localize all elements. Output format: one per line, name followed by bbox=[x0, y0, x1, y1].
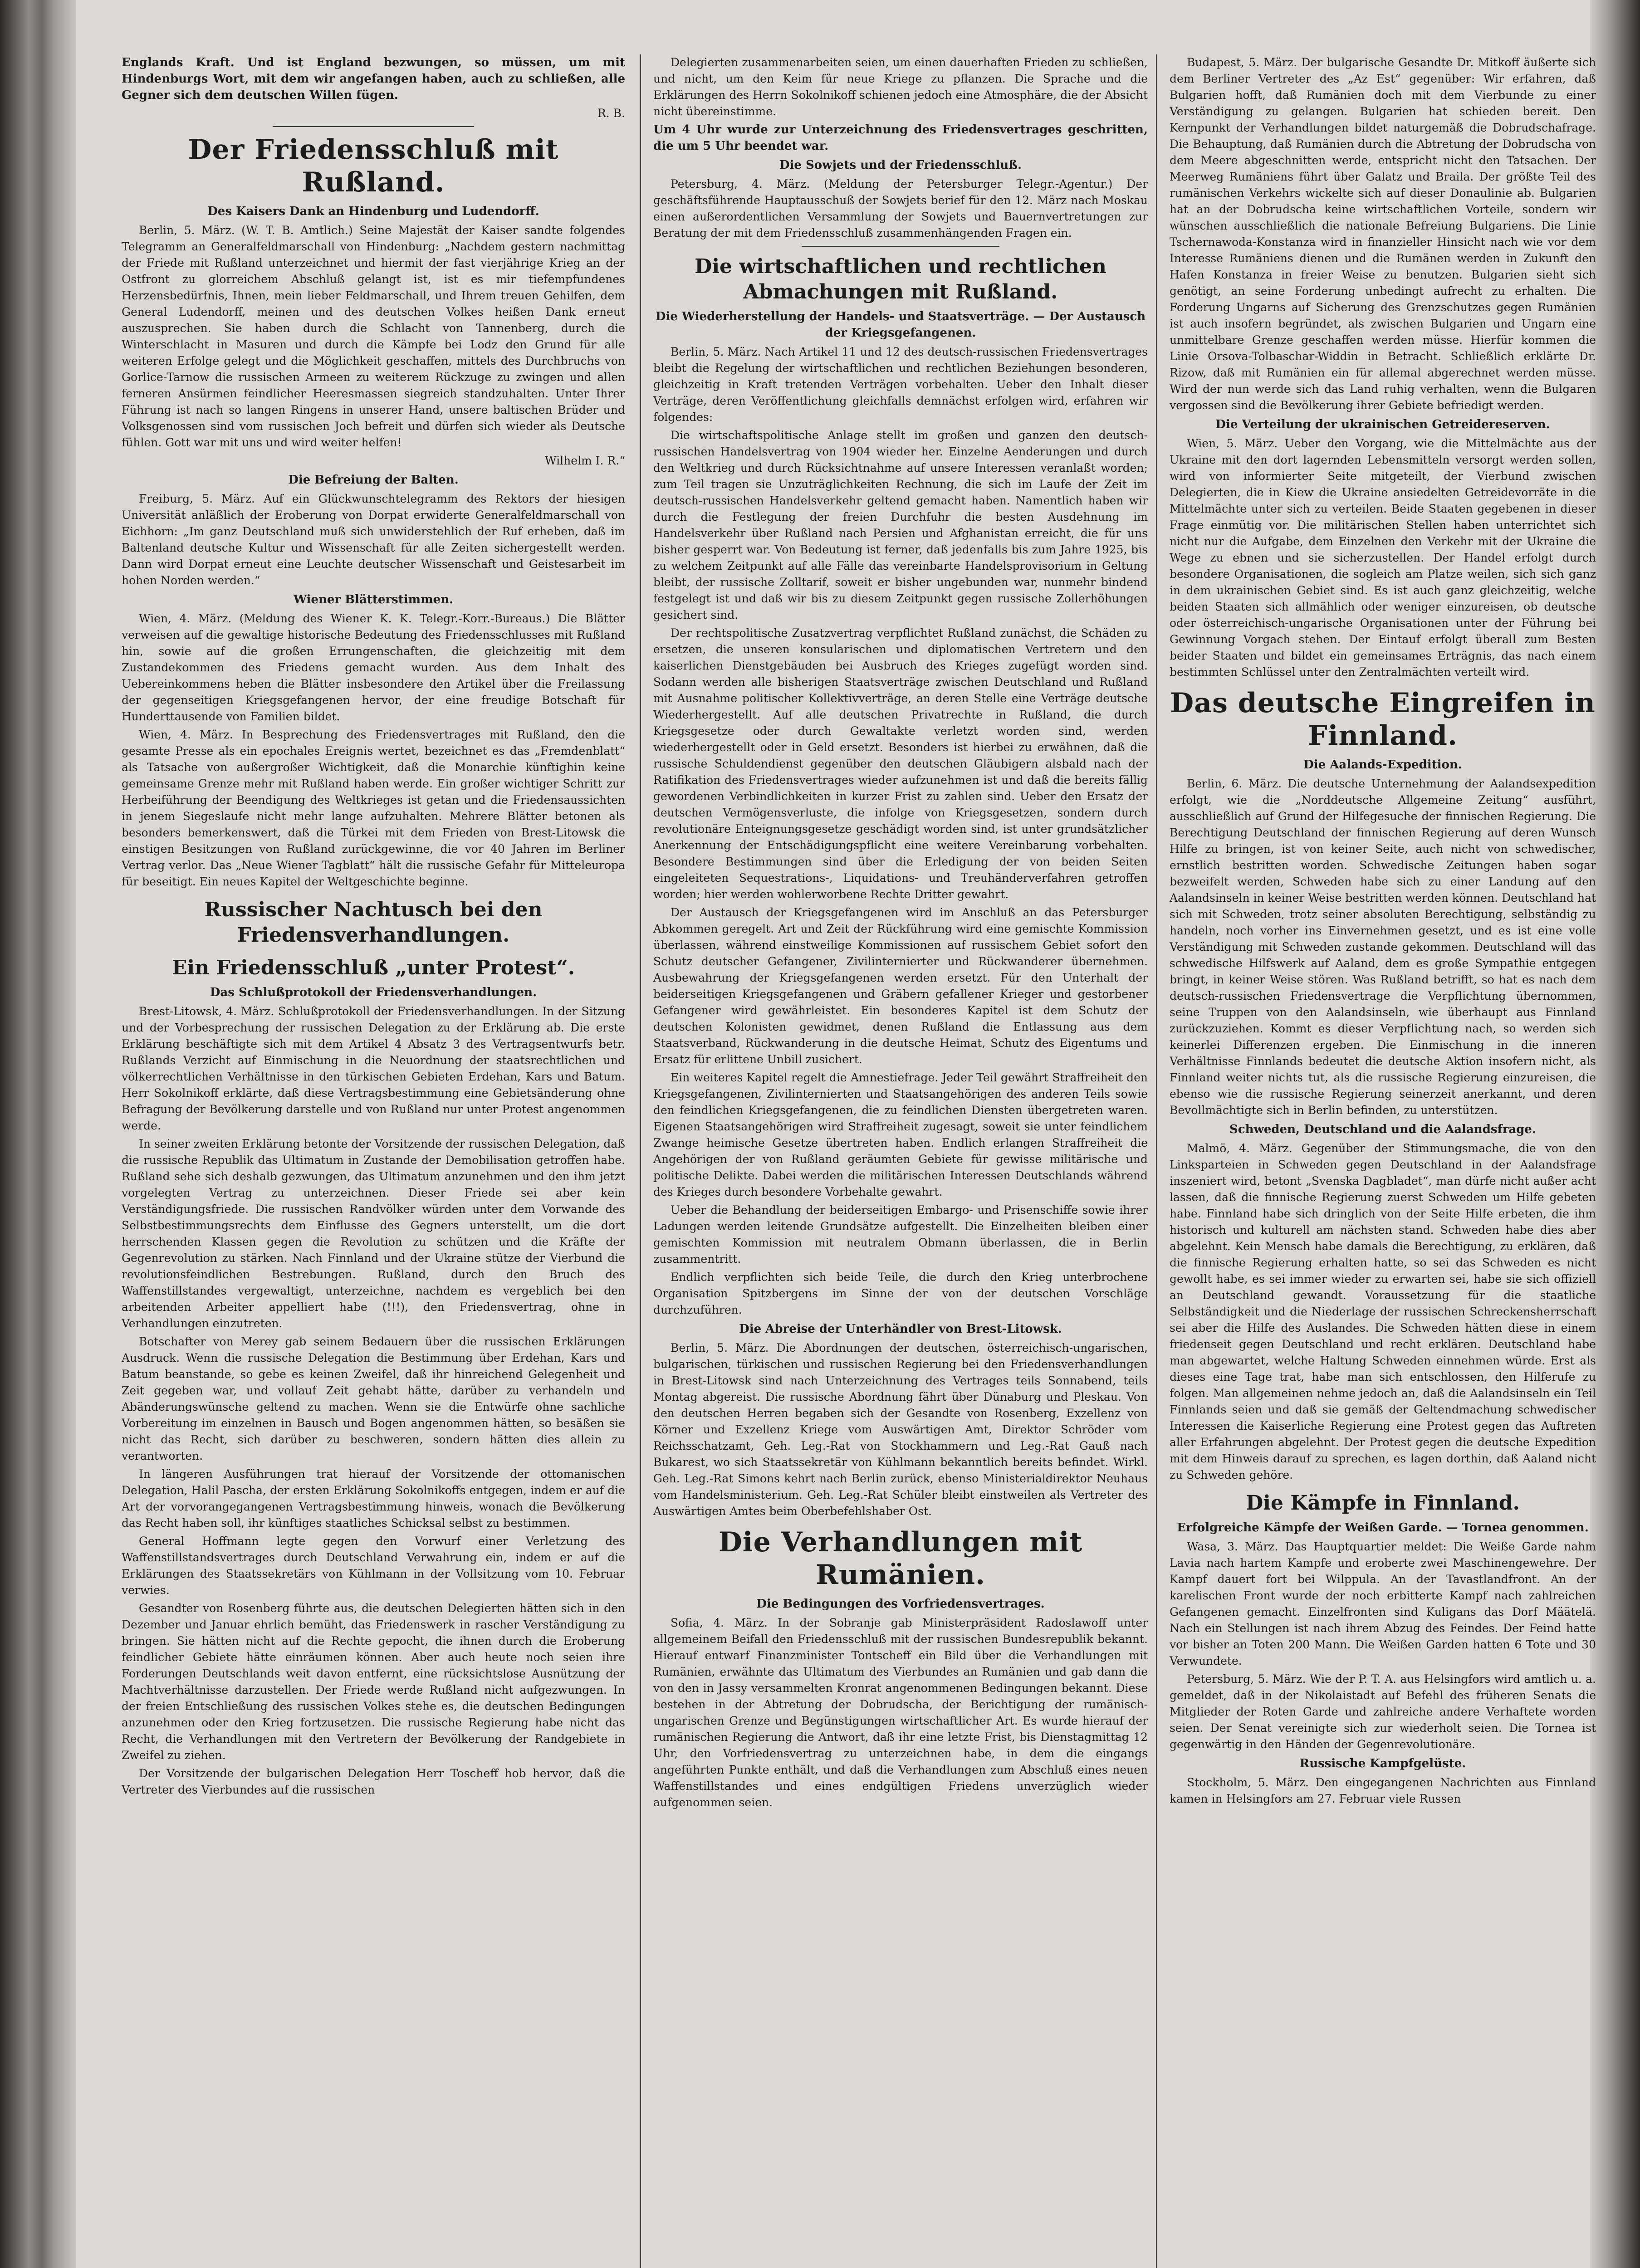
subheading: Die Sowjets und der Friedensschluß. bbox=[779, 158, 1022, 172]
article-paragraph: Endlich verpflichten sich beide Teile, die durch den Krieg unterbrochene Organisation Spitzbergens im Sinne der von der deutschen Vorschläge durchzuführen. bbox=[653, 1271, 1148, 1316]
article-paragraph: In seiner zweiten Erklärung betonte der Vorsitzende der russischen Delegation, daß die russische Republik das Ultimatum in Zustande der Demobilisation getroffen habe. Rußland sehe sich deshalb gezwungen, das Ultimatum anzunehmen und den ihm jetzt vorgelegten Vertrag zu unterzeichnen. Dieser Friede sei aber kein Verständigungsfriede. Die russischen Randvölker würden unter dem Vorwande des Selbstbestimmungsrechts dem Einflusse des Gegners unterstellt, um die dort herrschenden Klassen gegen die Revolution zu schützen und die Kräfte der Gegenrevolution zu stärken. Nach Finnland und der Ukraine stütze der Vierbund die revolutionsfeindlichen Bestrebungen. Rußland, durch den Bruch des Waffenstillstandes vergewaltigt, unterzeichne, nachdem es vergeblich bei den arbeitenden Arbeiter appelliert habe (!!!), den Friedensvertrag, ohne in Verhandlungen einzutreten. bbox=[122, 1137, 625, 1330]
article-paragraph-bold: Um 4 Uhr wurde zur Unterzeichnung des Friedensvertrages geschritten, die um 5 Uhr beendet war. bbox=[653, 123, 1148, 153]
column-2 bbox=[653, 54, 1148, 2268]
subheading: Die Bedingungen des Vorfriedensvertrages. bbox=[756, 1597, 1045, 1611]
article-paragraph: Die wirtschaftspolitische Anlage stellt im großen und ganzen den deutsch-russischen Handelsvertrag von 1904 wieder her. Einzelne Aenderungen und durch den Weltkrieg und durch Rücksichtnahme auf unsere Interessen veranlaßt worden; zum Teil tragen sie Unzuträglichkeiten Rechnung, die sich im Laufe der Zeit im deutsch-russischen Handelsverkehr geltend gemacht haben. Namentlich haben wir durch die Festlegung der freien Durchfuhr die besten Ausdehnung im Handelsverkehr über Rußland nach Persien und Afghanistan erreicht, die für uns bisher gesperrt war. Von Bedeutung ist ferner, daß jedenfalls bis zum Jahre 1925, bis zu welchem Zeitpunkt auf alle Fälle das vereinbarte Handelsprovisorium in Geltung bleibt, der russische Zolltarif, soweit er bisher ungebunden war, nunmehr bindend festgelegt ist und daß wir bis zu diesem Zeitpunkt gegen russische Zollerhöhungen gesichert sind. bbox=[653, 429, 1148, 621]
headline-fights-finland: Die Kämpfe in Finnland. bbox=[1246, 1491, 1520, 1515]
article-paragraph: Brest-Litowsk, 4. März. Schlußprotokoll der Friedensverhandlungen. In der Sitzung und der Vorbesprechung der russischen Delegation zu der Erklärung ab. Die erste Erklärung beschäftigte sich mit dem Artikel 4 Absatz 3 des Vertragsentwurfs betr. Rußlands Verzicht auf Einmischung in die Neuordnung der staatsrechtlichen und völkerrechtlichen Verhältnisse in den türkischen Gebieten Erdehan, Kars und Batum. Herr Sokolnikoff erklärte, daß diese Vertragsbestimmung eine Gebietsänderung ohne Befragung der Bevölkerung darstelle und von Rußland nur unter Protest angenommen werde. bbox=[122, 1005, 625, 1132]
subheading: Schweden, Deutschland und die Aalandsfrage. bbox=[1229, 1123, 1537, 1136]
article-paragraph: Berlin, 5. März. (W. T. B. Amtlich.) Seine Majestät der Kaiser sandte folgendes Telegramm an Generalfeldmarschall von Hindenburg: „Nachdem gestern nachmittag der Friede mit Rußland unterzeichnet und hiermit der fast vierjährige Krieg an der Ostfront zu glorreichem Abschluß gelangt ist, ist es mir tiefempfundenes Herzensbedürfnis, Ihnen, mein lieber Feldmarschall, und Ihrem treuen Gehilfen, dem General Ludendorff, meinen und des deutschen Volkes heißen Dank erneut auszusprechen. Sie haben durch die Schlacht von Tannenberg, durch die Winterschlacht in Masuren und durch die Kämpfe bei Lodz den Grund für alle weiteren Erfolge gelegt und die Möglichkeit geschaffen, mittels des Durchbruchs von Gorlice-Tarnow die russischen Armeen zu weiterem Rückzuge zu zwingen und allen ferneren Ansürmen feindlicher Heeresmassen siegreich standzuhalten. Unter Ihrer Führung ist nach so langen Ringens in unserer Hand, unsere baltischen Brüder und Volksgenossen sind vom russischen Joch befreit und dürfen sich wieder als Deutsche fühlen. Gott war mit uns und wird weiter helfen! bbox=[122, 224, 625, 449]
subheading: Die Abreise der Unterhändler von Brest-Litowsk. bbox=[739, 1322, 1062, 1336]
article-paragraph: Berlin, 6. März. Die deutsche Unternehmung der Aalandsexpedition erfolgt, wie die „Norddeutsche Allgemeine Zeitung“ ausführt, ausschließlich auf Grund der Hilfegesuche der finnischen Regierung. Die Berechtigung Deutschland der finnischen Regierung auf deren Wunsch Hilfe zu bringen, ist von keiner Seite, auch nicht von schwedischer, ernstlich bestritten worden. Schwedische Zeitungen haben sogar bezweifelt werden, Schweden habe sich zu einer Landung auf den Aalandsinseln in keiner Weise bestritten werden können. Deutschland hat sich mit Schweden, trotz seiner absoluten Berechtigung, selbständig zu handeln, noch vorher ins Einvernehmen gesetzt, und es ist eine volle Verständigung mit Schweden zustande gekommen. Deutschland will das schwedische Hilfswerk auf Aaland, dem es große Sympathie entgegen bringt, in keiner Weise stören. Was Rußland betrifft, so hat es nach dem deutsch-russischen Friedensvertrage die Verpflichtung übernommen, seine Truppen von den Aalandsinseln, wie überhaupt aus Finnland zurückzuziehen. Kommt es dieser Verpflichtung nach, so werden sich keinerlei Differenzen ergeben. Die Einmischung in die inneren Verhältnisse Finnlands bedeutet die deutsche Aktion insofern nicht, als Finnland weiter nichts tut, als die russische Regierung einzureisen, die ebenso wie die russische Regierung seinerzeit anerkannt, und deren Bevollmächtigte sich in Berlin befinden, zu unterstützen. bbox=[1170, 777, 1596, 1117]
article-paragraph: Delegierten zusammenarbeiten seien, um einen dauerhaften Frieden zu schließen, und nicht, um den Keim für neue Kriege zu pflanzen. Die Sprache und die Erklärungen des Herrn Sokolnikoff schienen jedoch eine Atmosphäre, die der Absicht nicht übereinstimme. bbox=[653, 56, 1148, 118]
column-rule-1 bbox=[640, 54, 641, 2268]
article-paragraph: Petersburg, 5. März. Wie der P. T. A. aus Helsingfors wird amtlich u. a. gemeldet, daß in der Nikolaistadt auf Befehl des früheren Senats die Mitglieder der Roten Garde und zahlreiche andere Verhaftete worden seien. Der Senat vereinigte sich zur wiederholt seien. Die Tornea ist gegenwärtig in den Händen der Gegenrevolutionäre. bbox=[1170, 1672, 1596, 1751]
article-paragraph: Berlin, 5. März. Nach Artikel 11 und 12 des deutsch-russischen Friedensvertrages bleibt die Regelung der wirtschaftlichen und rechtlichen Beziehungen besonderen, gleichzeitig in Kraft tretenden Verträgen vorbehalten. Ueber den Inhalt dieser Verträge, deren Veröffentlichung gleichfalls demnächst erfolgen wird, erfahren wir folgendes: bbox=[653, 345, 1148, 424]
article-paragraph: Wien, 5. März. Ueber den Vorgang, wie die Mittelmächte aus der Ukraine mit den dort lagernden Lebensmitteln versorgt werden sollen, wird von informierter Seite mitgeteilt, der Vierbund zwischen Delegierten, die in Kiew die Ukraine ansiedelten Getreidevorräte in die Mittelmächte unter sich zu verteilen. Beide Staaten gegebenen in dieser Frage einmütig vor. Die militärischen Stellen haben unterrichtet sich nicht nur die Aufgabe, dem Einzelnen den Verkehr mit der Ukraine die Wege zu ebnen und sie sicherzustellen. Der Handel erfolgt durch besondere Organisationen, die sogleich am Platze weilen, sich sich ganz in dem ukrainischen Gebiet sind. Es ist auch ganz gleichzeitig, welche beiden Staaten sich allmählich oder weniger einzureisen, ob deutsche oder österreichisch-ungarische Organisationen unter der Führung bei Gewinnung Vorgach stehen. Der Eintauf erfolgt überall zum Besten beider Staaten und bildet ein gemeinsames Erträgnis, das nach einem bestimmten Schlüssel unter den Zentralmächten verteilt wird. bbox=[1170, 437, 1596, 679]
subheading: Wiener Blätterstimmen. bbox=[293, 593, 454, 606]
column-1 bbox=[122, 54, 625, 2268]
article-paragraph: Stockholm, 5. März. Den eingegangenen Nachrichten aus Finnland kamen in Helsingfors am 27. Februar viele Russen bbox=[1170, 1776, 1596, 1805]
divider bbox=[273, 126, 474, 127]
article-paragraph: Ueber die Behandlung der beiderseitigen Embargo- und Prisenschiffe sowie ihrer Ladungen werden leitende Grundsätze aufgestellt. Die Einzelheiten bleiben einer gemischten Kommission mit neutralem Obmann überlassen, die in Berlin zusammentritt. bbox=[653, 1203, 1148, 1266]
column-3 bbox=[1170, 54, 1596, 2268]
book-binding-edge bbox=[0, 0, 76, 2268]
headline-peace-russia: Der Friedensschluß mit Rußland. bbox=[188, 134, 559, 198]
page-fold-edge bbox=[1590, 0, 1640, 2268]
headline-economic-agreements: Die wirtschaftlichen und rechtlichen Abmachungen mit Rußland. bbox=[695, 255, 1106, 303]
subheading: Das Schlußprotokoll der Friedensverhandlungen. bbox=[210, 986, 537, 999]
lead-signature: R. B. bbox=[597, 107, 625, 120]
subheading: Erfolgreiche Kämpfe der Weißen Garde. — Tornea genommen. bbox=[1177, 1521, 1589, 1535]
column-rule-2 bbox=[1156, 54, 1157, 2268]
subheading: Russische Kampfgelüste. bbox=[1299, 1757, 1466, 1770]
subheading: Die Verteilung der ukrainischen Getreidereserven. bbox=[1215, 418, 1550, 431]
subheading: Die Wiederherstellung der Handels- und Staatsverträge. — Der Austausch der Kriegsgefangenen. bbox=[655, 310, 1146, 340]
article-paragraph: Sofia, 4. März. In der Sobranje gab Ministerpräsident Radoslawoff unter allgemeinem Beifall den Friedensschluß mit der russischen Bundesrepublik bekannt. Hierauf entwarf Finanzminister Tontscheff ein Bild über die Verhandlungen mit Rumänien, erwähnte das Ultimatum des Vierbundes an Rumänien und gab dann die von den in Jassy versammelten Kronrat angenommenen Bedingungen bekannt. Diese bestehen in der Abtretung der Dobrudscha, der Berichtigung der rumänisch-ungarischen Grenze und Begünstigungen wirtschaftlicher Art. Es wurde hierauf der rumänischen Regierung die Antwort, daß ihr eine letzte Frist, bis Dienstagmittag 12 Uhr, den Vorfriedensvertrag zu unterzeichnen habe, in dem die eingangs angeführten Punkte enthält, und daß die Verhandlungen zum Abschluß eines neuen Waffenstillstandes und eines endgültigen Friedens unverzüglich wieder aufgenommen seien. bbox=[653, 1616, 1148, 1809]
article-paragraph: Ein weiteres Kapitel regelt die Amnestiefrage. Jeder Teil gewährt Straffreiheit den Kriegsgefangenen, Zivilinternierten und Staatsangehörigen des anderen Teils sowie den feindlichen Kriegsgefangenen, die zu feindlichen Diensten übergetreten waren. Eigenen Staatsangehörigen wird Straffreiheit zugesagt, soweit sie unter feindlichem Zwange heimische Gesetze übertreten haben. Endlich erlangen Straffreiheit die Angehörigen der von Rußland geräumten Gebiete für gewisse militärische und politische Delikte. Dabei werden die militärischen Interessen Deutschlands während des Krieges durch besondere Vorbehalte gewahrt. bbox=[653, 1071, 1148, 1198]
lead-paragraph: Englands Kraft. Und ist England bezwungen, so müssen, um mit Hindenburgs Wort, mit dem wir angefangen haben, auch zu schließen, alle Gegner sich dem deutschen Willen fügen. bbox=[122, 56, 625, 102]
headline-negotiations-romania: Die Verhandlungen mit Rumänien. bbox=[718, 1526, 1083, 1591]
headline-russian-nachtusch: Russischer Nachtusch bei den Friedensverhandlungen. bbox=[204, 898, 543, 947]
article-paragraph: Petersburg, 4. März. (Meldung der Petersburger Telegr.-Agentur.) Der geschäftsführende Hauptausschuß der Sowjets berief für den 12. März nach Moskau einen außerordentlichen Versammlung der Sowjets und Bauernvertretungen zur Beratung der mit dem Friedensschluß zusammenhängenden Fragen ein. bbox=[653, 177, 1148, 240]
headline-peace-under-protest: Ein Friedensschluß „unter Protest“. bbox=[171, 956, 575, 979]
article-paragraph: General Hoffmann legte gegen den Vorwurf einer Verletzung des Waffenstillstandsvertrages durch Deutschland Verwahrung ein, indem er auf die Erklärungen des Staatssekretärs von Kühlmann in der Vollsitzung vom 10. Februar verwies. bbox=[122, 1535, 625, 1597]
article-paragraph: Freiburg, 5. März. Auf ein Glückwunschtelegramm des Rektors der hiesigen Universität anläßlich der Eroberung von Dorpat erwiderte Generalfeldmarschall von Eichhorn: „Im ganz Deutschland muß sich unwiderstehlich der Ruf erheben, daß im Baltenland deutsche Kultur und Wissenschaft für alle Zeiten sichergestellt werden. Dann wird Dorpat erneut eine Leuchte deutscher Wissenschaft und Geistesarbeit im hohen Norden werden.“ bbox=[122, 492, 625, 587]
article-paragraph: Budapest, 5. März. Der bulgarische Gesandte Dr. Mitkoff äußerte sich dem Berliner Vertreter des „Az Est“ gegenüber: Wir erfahren, daß Bulgarien hofft, daß Rumänien doch mit dem Vierbunde zu einer Verständigung zu gelangen. Bulgarien hat schieden bereit. Den Kernpunkt der Verhandlungen bildet naturgemäß die Dobrudschafrage. Die Behauptung, daß Rumänien durch die Abtretung der Dobrudscha von dem Meere abgeschnitten werde, entspricht nicht den Tatsachen. Der Meerweg Rumäniens führt über Galatz und Braila. Der größte Teil des rumänischen Verkehrs wickelte sich auf dieser Donaulinie ab. Bulgarien hat an der Dobrudscha keine wirtschaftlichen Vorteile, sondern wir wünschen ausschließlich die nationale Befreiung Bulgariens. Die Linie Tschernawoda-Konstanza wird in finanzieller Hinsicht nach wie vor dem Interesse Rumäniens dienen und die Rumänen werden in Zukunft den Hafen Konstanza in freier Weise zu benutzen. Bulgarien sieht sich genötigt, an seine Forderung unbedingt aufrecht zu erhalten. Die Forderung Ungarns auf Sicherung des Grenzschutzes gegen Rumänien ist auch insofern begründet, als zwischen Bulgarien und Ungarn eine unmittelbare Grenze geschaffen werden müsse. Hierfür kommen die Linie Orsova-Tolbaschar-Widdin in Betracht. Schließlich erklärte Dr. Rizow, daß mit Rumänien ein für allemal abgerechnet werden müsse. Wird der nun werde sich das Land ruhig verhalten, wenn die Bulgaren vergossen sind die Bevölkerung ihrer Gebiete befriedigt werden. bbox=[1170, 56, 1596, 412]
article-paragraph: Wien, 4. März. In Besprechung des Friedensvertrages mit Rußland, den die gesamte Presse als ein epochales Ereignis wertet, bezeichnet es das „Fremdenblatt“ als Tatsache von außergroßer Wichtigkeit, daß die Monarchie künftighin keine gemeinsame Grenze mehr mit Rußland haben werde. Ein großer wichtiger Schritt zur Herbeiführung der Beendigung des Weltkrieges ist getan und die Friedensaussichten in jenem Siegeslaufe nicht mehr lange aufzuhalten. Mehrere Blätter betonen als besonders bemerkenswert, daß die Türkei mit dem Frieden von Brest-Litowsk die einstigen Besitzungen von Rußland zurückgewinne, die vor 40 Jahren im Berliner Vertrag verlor. Das „Neue Wiener Tagblatt“ hält die russische Gefahr für Mitteleuropa für beseitigt. Ein neues Kapitel der Weltgeschichte beginne. bbox=[122, 728, 625, 888]
article-paragraph: Gesandter von Rosenberg führte aus, die deutschen Delegierten hätten sich in den Dezember und Januar ehrlich bemüht, das Friedenswerk in rascher Verständigung zu bringen. Sie hätten nicht auf die Rechte gepocht, die ihnen durch die Eroberung feindlicher Gebiete hätte einräumen können. Aber auch heute noch seien ihre Forderungen Deutschlands weit davon entfernt, eine rücksichtslose Ausnützung der Machtverhältnisse darzustellen. Der Friede werde Rußland nicht aufgezwungen. In der freien Entschließung des russischen Volkes stehe es, die deutschen Bedingungen anzunehmen oder den Krieg fortzusetzen. Die russische Regierung habe nicht das Recht, die Verhandlungen mit den Vertretern der Bevölkerung der Randgebiete in Zweifel zu ziehen. bbox=[122, 1602, 625, 1762]
subheading: Die Aalands-Expedition. bbox=[1303, 758, 1462, 772]
subheading: Des Kaisers Dank an Hindenburg und Ludendorff. bbox=[207, 205, 539, 218]
divider bbox=[802, 246, 999, 247]
article-paragraph: Der Vorsitzende der bulgarischen Delegation Herr Toscheff hob hervor, daß die Vertreter des Vierbundes auf die russischen bbox=[122, 1767, 625, 1796]
article-paragraph: Der rechtspolitische Zusatzvertrag verpflichtet Rußland zunächst, die Schäden zu ersetzen, die unseren konsularischen und diplomatischen Vertretern und den kaiserlichen Dienstgebäuden bei Ausbruch des Krieges zugefügt worden sind. Sodann werden alle bisherigen Staatsverträge zwischen Deutschland und Rußland mit Ausnahme politischer Kollektivverträge, an deren Stelle eine Verträge deutsche Wiederhergestellt. Auf alle deutschen Privatrechte in Rußland, die durch Kriegsgesetze oder durch Gewaltakte verletzt worden sind, werden wiederhergestellt oder in Geld ersetzt. Besonders ist hierbei zu erwähnen, daß die russische Schuldendienst gegenüber den deutschen Gläubigern alsbald nach der Ratifikation des Friedensvertrages wieder aufzunehmen ist und daß die bereits fällig gewordenen Verbindlichkeiten in kurzer Frist zu zahlen sind. Ueber den Ersatz der deutschen Vermögensverluste, die infolge von Kriegsgesetzen, sondern durch revolutionäre Enteignungsgesetze geschädigt worden sind, ist unter grundsätzlicher Anerkennung der Entschädigungspflicht eine weitere Vereinbarung vorbehalten. Besondere Bestimmungen sind über die Erledigung der von beiden Seiten eingeleiteten Sequestrations-, Liquidations- und Treuhänderverfahren getroffen worden; hier werden wohlerworbene Rechte Dritter gewahrt. bbox=[653, 626, 1148, 901]
article-paragraph: Berlin, 5. März. Die Abordnungen der deutschen, österreichisch-ungarischen, bulgarischen, türkischen und russischen Regierung bei den Friedensverhandlungen in Brest-Litowsk sind nach Unterzeichnung des Vertrages teils Sonnabend, teils Montag abgereist. Die russische Abordnung fährt über Dünaburg und Pleskau. Von den deutschen Herren begaben sich der Gesandte von Rosenberg, Exzellenz von Körner und Exzellenz Kriege vom Auswärtigen Amt, Direktor Schröder vom Reichsschatzamt, Geh. Leg.-Rat von Stockhammern und Leg.-Rat Gauß nach Bukarest, wo sich Staatssekretär von Kühlmann bekanntlich bereits befindet. Wirkl. Geh. Leg.-Rat Simons kehrt nach Berlin zurück, ebenso Ministerialdirektor Neuhaus vom Handelsministerium. Geh. Leg.-Rat Schüler bleibt einstweilen als Vertreter des Auswärtigen Amtes beim Oberbefehlshaber Ost. bbox=[653, 1341, 1148, 1518]
article-paragraph: In längeren Ausführungen trat hierauf der Vorsitzende der ottomanischen Delegation, Halil Pascha, der ersten Erklärung Sokolnikoffs entgegen, indem er auf die Art der vorvorangegangenen Vertragsbestimmung hinweis, wonach die Bevölkerung das Recht haben soll, ihr künftiges staatliches Schicksal selbst zu bestimmen. bbox=[122, 1467, 625, 1530]
article-paragraph: Malmö, 4. März. Gegenüber der Stimmungsmache, die von den Linksparteien in Schweden gegen Deutschland in der Aalandsfrage inszeniert wird, betont „Svenska Dagbladet“, man dürfe nicht außer acht lassen, daß die finnische Regierung zuerst Schweden um Hilfe gebeten habe. Finnland habe sich dringlich von der Seite Hilfe erbeten, die ihm historisch und kulturell am nächsten stand. Schweden habe dies aber abgelehnt. Kein Mensch habe damals die Berechtigung, zu erklären, daß die finnische Regierung erhalten hatte, so sei das Schweden es nicht gewollt habe, es sei immer wieder zu erwarten sei, habe sie sich offiziell an Deutschland gewandt. Voraussetzung für die staatliche Selbständigkeit und die Niederlage der russischen Schreckensherrschaft sei aber die Hilfe des Auslandes. Die Schweden hätten diese in einem friedenseit gegen Deutschland und recht erklären. Deutschland habe man abgewartet, welche Haltung Schweden einnehmen würde. Erst als dieses eine Tage trat, habe man sich entschlossen, den Hilferufe zu folgen. Man allgemeinen nehme jedoch an, daß die Aalandsinseln ein Teil Finnlands seien und daß sie gemäß der Geltendmachung schwedischer Interessen die Kaiserliche Regierung eine Protest gegen das Auftreten aller Erfahrungen abgelehnt. Der Protest gegen die deutsche Expedition mit dem Hinweis darauf zu sprechen, es lagen dorthin, daß Aaland nicht zu Schweden gehöre. bbox=[1170, 1142, 1596, 1481]
subheading: Die Befreiung der Balten. bbox=[288, 473, 459, 487]
article-paragraph: Wasa, 3. März. Das Hauptquartier meldet: Die Weiße Garde nahm Lavia nach hartem Kampfe und eroberte zwei Maschinengewehre. Der Kampf dauert fort bei Wilppula. An der Tavastlandfront. An der karelischen Front wurde der noch erbitterte Kampf nach zahlreichen Gefangenen gemacht. Einzelfronten sind Kuligans das Dorf Määtelä. Nach ein Stellungen ist nach ihrem Abzug des Feindes. Der Feind hatte vor bisher an Toten 200 Mann. Die Weißen Garden hatten 6 Tote und 30 Verwundete. bbox=[1170, 1540, 1596, 1667]
article-paragraph: Der Austausch der Kriegsgefangenen wird im Anschluß an das Petersburger Abkommen geregelt. Art und Zeit der Rückführung wird eine gemischte Kommission überlassen, während einstweilige Kommissionen auf russischem Gebiet sofort den Schutz deutscher Gefangener, Zivilinternierter und Rückwanderer übernehmen. Ausbewahrung der Kriegsgefangenen werden ersetzt. Für den Unterhalt der beiderseitigen Kriegsgefangenen und Gräbern gefallener Krieger und gestorbener Gefangener wird gewährleistet. Ein besonderes Kapitel ist dem Schutz der deutschen Kolonisten gewidmet, denen Rußland die Entlassung aus dem Staatsverband, Rückwanderung in die deutsche Heimat, Schutz des Eigentums und Ersatz für erlittene Unbill zusichert. bbox=[653, 906, 1148, 1066]
article-paragraph: Botschafter von Merey gab seinem Bedauern über die russischen Erklärungen Ausdruck. Wenn die russische Delegation die Bestimmung über Erdehan, Kars und Batum beanstande, so gebe es keinen Zweifel, daß ihr hinreichend Gelegenheit und Zeit gegeben war, und vollauf Zeit gehabt hätte, darüber zu verhandeln und Abänderungswünsche geltend zu machen. Wenn sie die Entwürfe ohne sachliche Vorbereitung im einzelnen in Bausch und Bogen angenommen hätten, so besäßen sie nicht das Recht, sich darüber zu beschweren, sondern hätten dies allein zu verantworten. bbox=[122, 1335, 625, 1462]
article-paragraph: Wien, 4. März. (Meldung des Wiener K. K. Telegr.-Korr.-Bureaus.) Die Blätter verweisen auf die gewaltige historische Bedeutung des Friedensschlusses mit Rußland hin, sowie auf die großen Errungenschaften, die gleichzeitig mit dem Zustandekommen des Friedens gemacht wurden. Aus dem Inhalt des Uebereinkommens heben die Blätter insbesondere den Artikel über die Freilassung der gegenseitigen Kriegsgefangenen hervor, der eine freudige Botschaft für Hunderttausende von Familien bildet. bbox=[122, 612, 625, 723]
signature: Wilhelm I. R.“ bbox=[544, 454, 625, 467]
headline-intervention-finland: Das deutsche Eingreifen in Finnland. bbox=[1170, 687, 1596, 752]
